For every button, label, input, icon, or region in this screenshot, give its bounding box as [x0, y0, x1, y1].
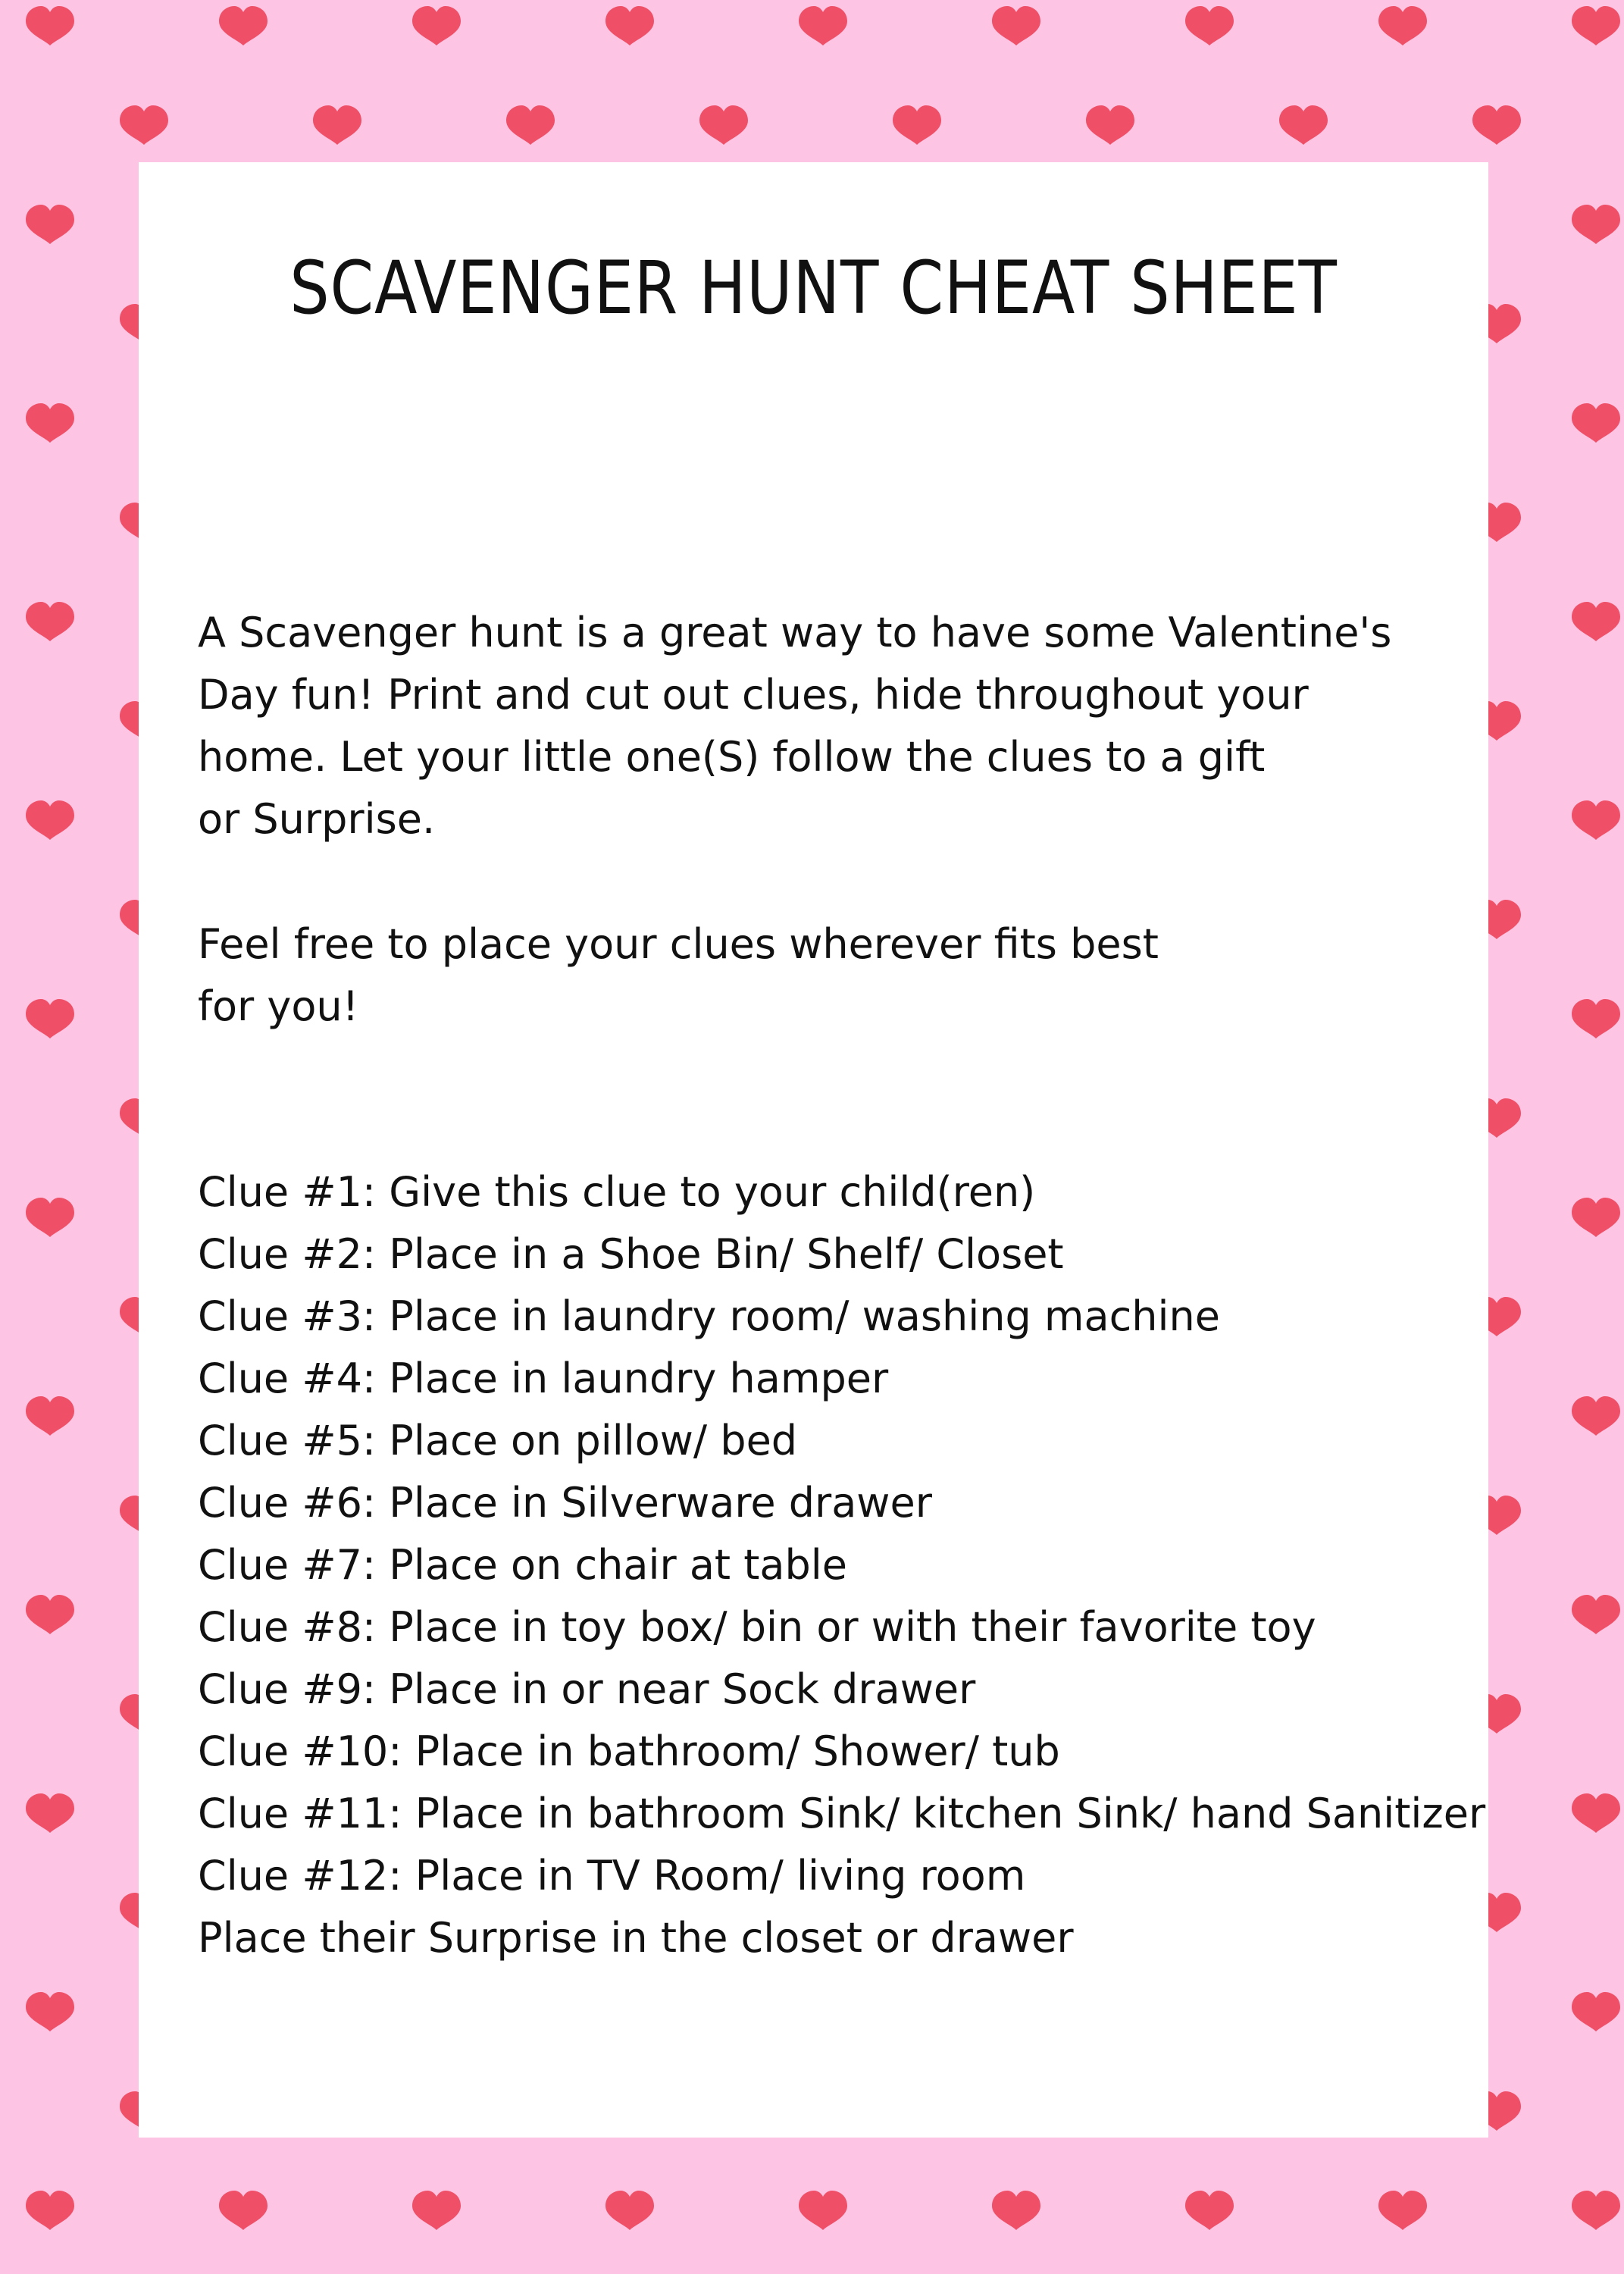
clue-item: Clue #8: Place in toy box/ bin or with their favorite toy: [198, 1603, 1316, 1651]
placement-note: Feel free to place your clues wherever fits best for you!: [198, 920, 1159, 1030]
clue-item: Clue #1: Give this clue to your child(ren): [198, 1168, 1036, 1216]
cheat-sheet-card: [139, 162, 1488, 2138]
clue-item: Clue #11: Place in bathroom Sink/ kitchen Sink/ hand Sanitizer: [198, 1790, 1486, 1837]
clue-item: Clue #6: Place in Silverware drawer: [198, 1479, 932, 1527]
clue-item: Clue #10: Place in bathroom/ Shower/ tub: [198, 1727, 1060, 1775]
clue-item: Clue #4: Place in laundry hamper: [198, 1355, 889, 1402]
intro-paragraph: A Scavenger hunt is a great way to have some Valentine's Day fun! Print and cut out clues, hide throughout your home. Let your little one(S) follow the clues to a gift or Surprise.: [198, 609, 1392, 843]
final-instruction: Place their Surprise in the closet or drawer: [198, 1914, 1074, 1962]
clue-list: [198, 1161, 1486, 1907]
clue-item: Clue #2: Place in a Shoe Bin/ Shelf/ Closet: [198, 1230, 1064, 1278]
clue-item: Clue #5: Place on pillow/ bed: [198, 1417, 798, 1464]
page-title: SCAVENGER HUNT CHEAT SHEET: [289, 246, 1338, 330]
clue-item: Clue #7: Place on chair at table: [198, 1541, 848, 1589]
clue-item: Clue #9: Place in or near Sock drawer: [198, 1665, 976, 1713]
clue-item: Clue #12: Place in TV Room/ living room: [198, 1852, 1026, 1900]
clue-item: Clue #3: Place in laundry room/ washing machine: [198, 1292, 1220, 1340]
